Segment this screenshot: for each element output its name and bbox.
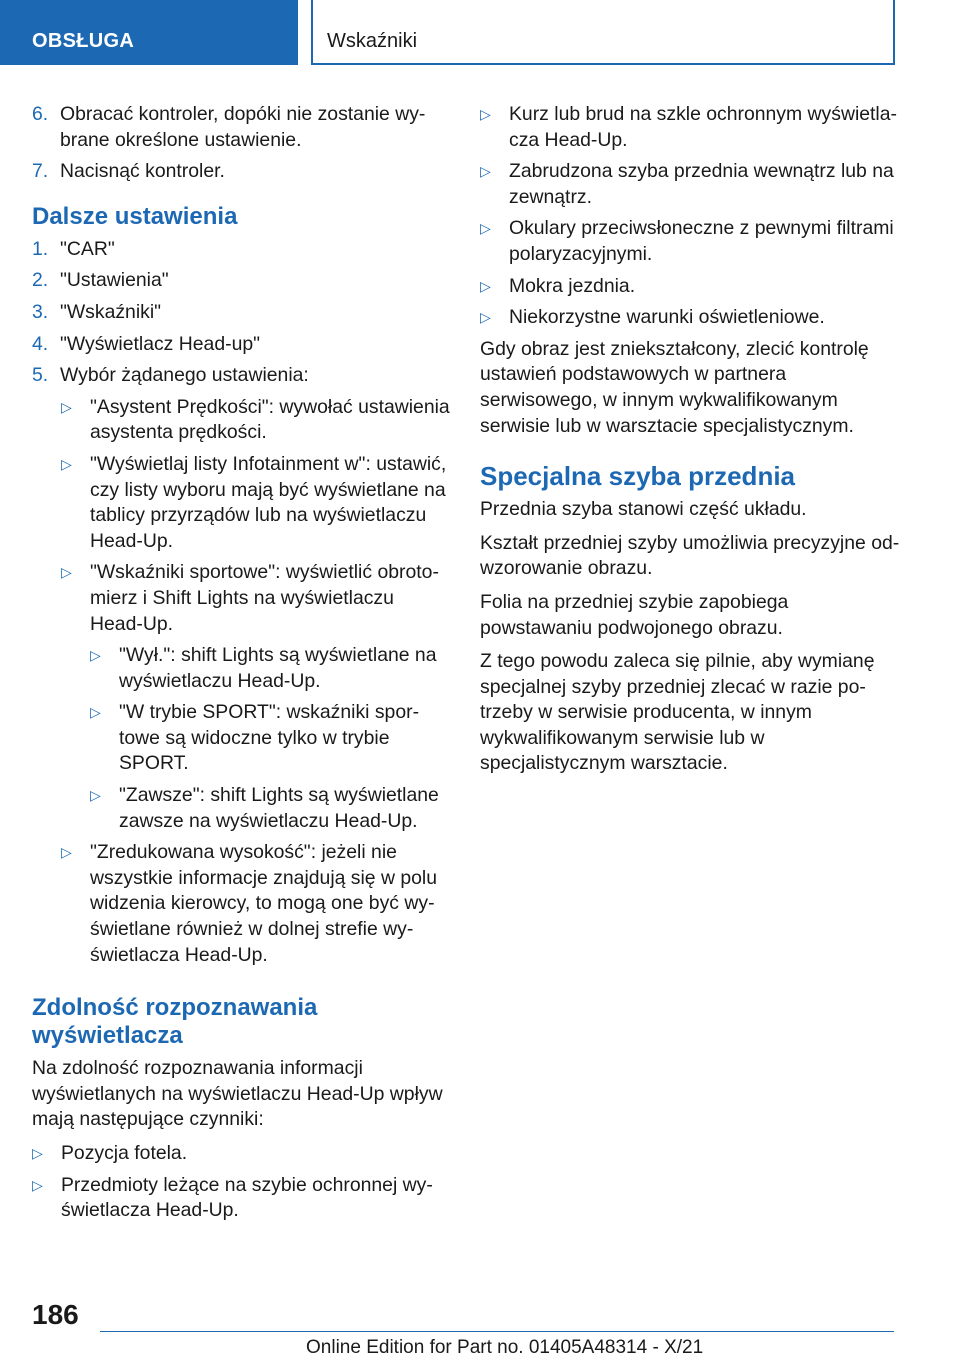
triangle-bullet-icon: ▷ <box>480 277 491 294</box>
triangle-bullet-icon: ▷ <box>480 309 491 326</box>
triangle-bullet-icon: ▷ <box>61 844 72 861</box>
triangle-bullet-icon: ▷ <box>480 163 491 180</box>
sub-sub-list-item <box>90 783 450 834</box>
sub-list-item <box>61 452 450 554</box>
list-item <box>32 237 450 263</box>
sub-item-text: "Zredukowana wysokość": jeżeli nie wszystkie informacje znajdują się w polu widzenia kierowcy, to mogą one być wyświetlane również w dolnej strefie wyświetlacza Head-Up. <box>90 841 438 966</box>
list-item <box>32 102 450 153</box>
step-number: 5. <box>32 364 49 387</box>
step-text: Nacisnąć kontroler. <box>60 160 225 183</box>
list-item <box>480 274 900 300</box>
triangle-bullet-icon: ▷ <box>90 787 101 804</box>
paragraph: Folia na przedniej szybie zapobiega powstawaniu podwojonego obrazu. <box>480 590 789 639</box>
triangle-bullet-icon: ▷ <box>480 220 491 237</box>
header-page-title: Wskaźniki <box>311 0 895 65</box>
visibility-intro: Na zdolność rozpoznawania informacji wyświetlanych na wyświetlaczu Head-Up wpływ mają następujące czynniki: <box>32 1057 443 1131</box>
step-number: 2. <box>32 269 49 292</box>
left-column <box>32 102 450 1230</box>
factor-text: Okulary przeciwsłoneczne z pewnymi filtrami polaryzacyjnymi. <box>509 217 894 265</box>
heading-special-windscreen: Specjalna szyba przednia <box>480 461 796 492</box>
sub-item-text: "Wskaźniki sportowe": wyświetlić obrotomierz i Shift Lights na wyświetlaczu Head-Up. <box>90 561 439 635</box>
heading-visibility: Zdolność rozpoznawania wyświetlacza <box>32 994 318 1050</box>
header-section-label: OBSŁUGA <box>0 0 298 65</box>
sub-item-text: "Wył.": shift Lights są wyświetlane na wyświetlaczu Head-Up. <box>119 644 437 692</box>
triangle-bullet-icon: ▷ <box>32 1145 43 1161</box>
step-text: "Wskaźniki" <box>60 300 162 323</box>
right-column <box>480 102 900 785</box>
step-number: 7. <box>32 160 49 183</box>
triangle-bullet-icon: ▷ <box>32 1176 43 1193</box>
sub-list-item <box>61 395 450 446</box>
list-item <box>32 363 450 389</box>
paragraph: Z tego powodu zaleca się pilnie, aby wymianę specjalnej szyby przedniej zlecać w razie potrzeby w serwisie producenta, w innym wykwalifikowanym serwisie lub w specjalistycznym warsztacie. <box>480 650 875 775</box>
step-text: Wybór żądanego ustawienia: <box>60 364 309 387</box>
sub-item-text: "W trybie SPORT": wskaźniki sportowe są widoczne tylko w trybie SPORT. <box>119 701 420 775</box>
list-item <box>32 300 450 326</box>
paragraph: Przednia szyba stanowi część układu. <box>480 498 807 521</box>
sub-list-item <box>61 560 450 637</box>
factor-text: Zabrudzona szyba przednia wewnątrz lub na zewnątrz. <box>509 160 894 208</box>
step-text: "CAR" <box>60 237 115 260</box>
triangle-bullet-icon: ▷ <box>90 647 101 664</box>
triangle-bullet-icon: ▷ <box>90 704 101 721</box>
factor-text: Kurz lub brud na szkle ochronnym wyświetlacza Head-Up. <box>509 103 897 151</box>
distorted-image-note: Gdy obraz jest zniekształcony, zlecić kontrolę ustawień podstawowych w partnera serwisowego, w innym wykwalifikowanym serwisie lub w warsztacie specjalistycznym. <box>480 337 869 437</box>
sub-item-text: "Wyświetlaj listy Infotainment w": ustawić, czy listy wyboru mają być wyświetlane na tablicy przyrządów lub na wyświetlaczu Head-Up. <box>90 452 447 552</box>
triangle-bullet-icon: ▷ <box>61 455 72 472</box>
footer-edition: Online Edition for Part no. 01405A48314 - X/21 <box>306 1337 704 1358</box>
list-item <box>32 332 450 358</box>
step-number: 1. <box>32 237 49 260</box>
factor-text: Przedmioty leżące na szybie ochronnej wyświetlacza Head-Up. <box>61 1173 433 1222</box>
factor-text: Mokra jezdnia. <box>509 274 636 297</box>
sub-sub-list-item <box>90 643 450 694</box>
paragraph: Kształt przedniej szyby umożliwia precyzyjne odwzorowanie obrazu. <box>480 531 900 580</box>
factor-text: Pozycja fotela. <box>61 1142 188 1164</box>
step-number: 3. <box>32 300 49 323</box>
triangle-bullet-icon: ▷ <box>61 398 72 415</box>
triangle-bullet-icon: ▷ <box>480 106 491 122</box>
step-number: 6. <box>32 103 49 125</box>
sub-item-text: "Asystent Prędkości": wywołać ustawienia asystenta prędkości. <box>90 395 450 444</box>
heading-further-settings: Dalsze ustawienia <box>32 202 238 230</box>
sub-list-item <box>61 840 450 968</box>
page-number: 186 <box>32 1299 79 1330</box>
list-item <box>32 268 450 294</box>
step-text: "Wyświetlacz Head-up" <box>60 332 261 355</box>
list-item <box>480 216 900 267</box>
triangle-bullet-icon: ▷ <box>61 564 72 581</box>
footer-divider <box>100 1331 894 1332</box>
list-item <box>32 1141 450 1167</box>
list-item <box>32 159 450 185</box>
list-item <box>32 1173 450 1224</box>
sub-sub-list-item <box>90 700 450 777</box>
sub-item-text: "Zawsze": shift Lights są wyświetlane zawsze na wyświetlaczu Head-Up. <box>119 784 439 832</box>
step-number: 4. <box>32 332 49 355</box>
step-text: "Ustawienia" <box>60 269 169 292</box>
list-item <box>480 102 900 153</box>
list-item <box>480 159 900 210</box>
step-text: Obracać kontroler, dopóki nie zostanie wybrane określone ustawienie. <box>60 103 426 151</box>
factor-text: Niekorzystne warunki oświetleniowe. <box>509 306 825 329</box>
list-item <box>480 305 900 331</box>
